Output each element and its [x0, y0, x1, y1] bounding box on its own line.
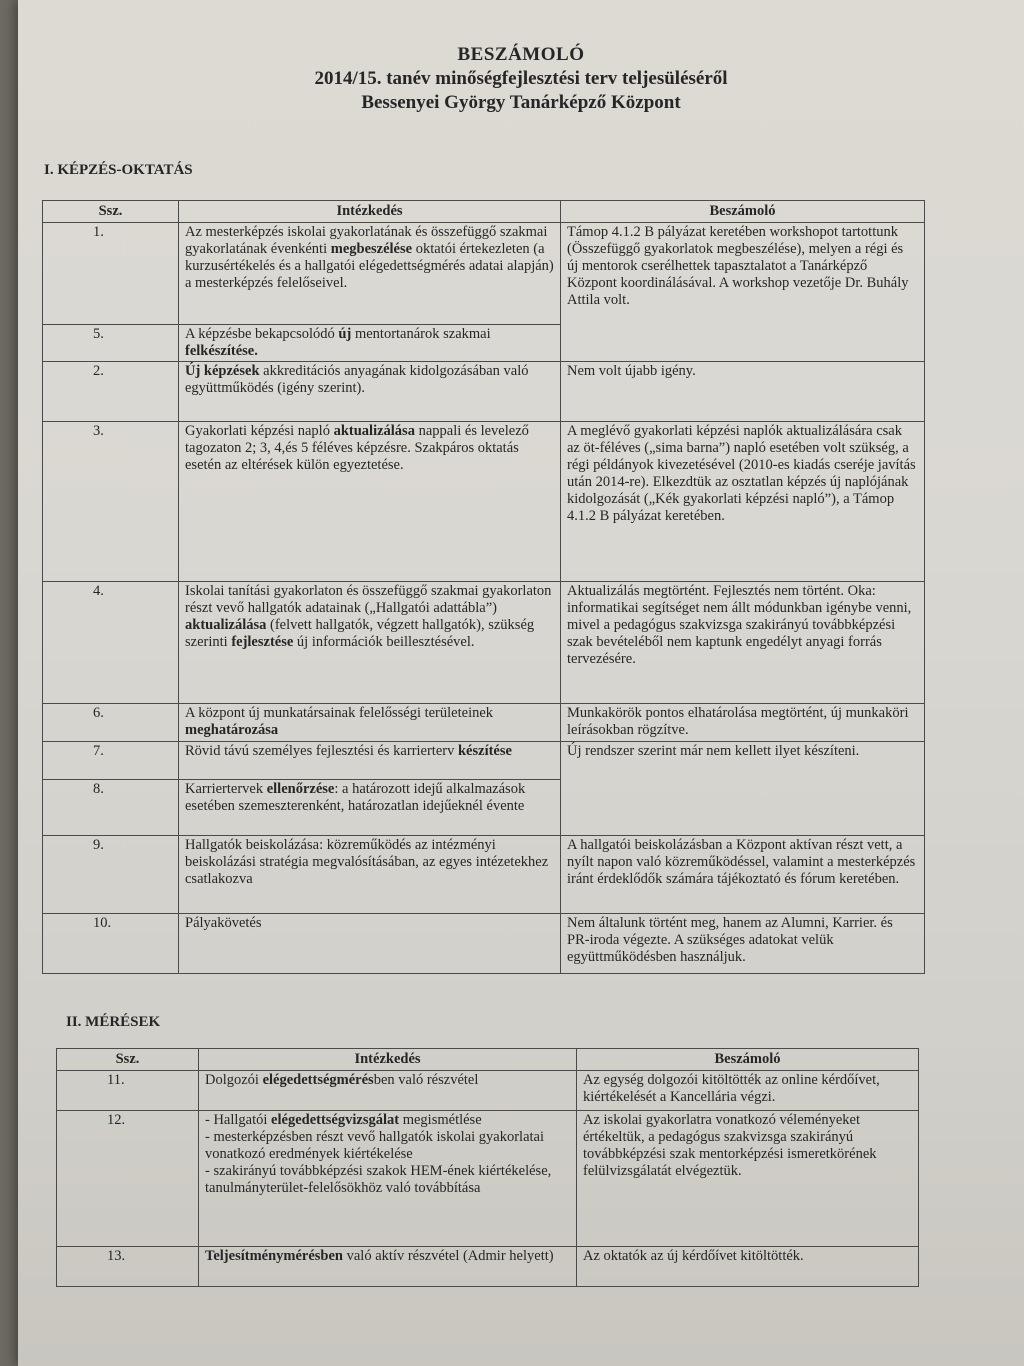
table-row: [43, 742, 925, 780]
row-number: 7.: [43, 742, 179, 780]
row-number: 9.: [43, 836, 179, 914]
measurements-table: [56, 1048, 919, 1287]
report-cell: Az oktatók az új kérdőívet kitöltötték.: [577, 1247, 919, 1287]
column-header-measure: Intézkedés: [199, 1049, 577, 1071]
row-number: 4.: [43, 582, 179, 704]
training-table: [42, 200, 925, 974]
table-header-row: [43, 201, 925, 223]
row-number: 2.: [43, 362, 179, 422]
report-cell: Támop 4.1.2 B pályázat keretében workshopot tartottunk (Összefüggő gyakorlatok megbeszélése), melyen a régi és új mentorok cserélhettek tapasztalatot a Tanárképző Központ koordinálásával. A workshop vezetője Dr. Buhály Attila volt.: [561, 223, 925, 362]
table-row: [43, 362, 925, 422]
report-cell: Munkakörök pontos elhatárolása megtörtént, új munkaköri leírásokban rögzítve.: [561, 704, 925, 742]
row-number: 12.: [57, 1111, 199, 1247]
document-title: BESZÁMOLÓ: [457, 44, 585, 65]
table-row: [43, 223, 925, 325]
report-cell: A hallgatói beiskolázásban a Központ aktívan részt vett, a nyílt napon való közreműködéssel, valamint a mesterképzés iránt érdeklődők számára tájékoztató és fórum keretében.: [561, 836, 925, 914]
measure-cell: Iskolai tanítási gyakorlaton és összefüggő szakmai gyakorlaton részt vevő hallgatók adatainak („Hallgatói adattábla”) aktualizálása (felvett hallgatók, végzett hallgatók), szükség szerinti fejlesztése új információk beillesztésével.: [179, 582, 561, 704]
measure-cell: A központ új munkatársainak felelősségi területeinek meghatározása: [179, 704, 561, 742]
row-number: 5.: [43, 325, 179, 362]
row-number: 10.: [43, 914, 179, 974]
section-heading-measurements: II. MÉRÉSEK: [66, 1014, 161, 1030]
section-heading-training: I. KÉPZÉS-OKTATÁS: [44, 162, 193, 178]
report-cell: Aktualizálás megtörtént. Fejlesztés nem történt. Oka: informatikai segítséget nem állt módunkban igénybe venni, mivel a pedagógus szakvizsga szakirányú továbbképzési szak bevételéből nem kaptunk engedélyt anyagi forrás tervezésére.: [561, 582, 925, 704]
measure-cell: Gyakorlati képzési napló aktualizálása nappali és levelező tagozaton 2; 3, 4,és 5 féléves képzésre. Szakpáros oktatás esetén az eltérések külön egyeztetése.: [179, 422, 561, 582]
report-cell: Nem általunk történt meg, hanem az Alumni, Karrier. és PR-iroda végezte. A szükséges adatokat velük együttműködésben használjuk.: [561, 914, 925, 974]
measure-cell: Hallgatók beiskolázása: közreműködés az intézményi beiskolázási stratégia megvalósításában, az egyes intézetekhez csatlakozva: [179, 836, 561, 914]
document-page: [18, 0, 1024, 1366]
report-cell: Új rendszer szerint már nem kellett ilyet készíteni.: [561, 742, 925, 836]
table-row: [43, 914, 925, 974]
measure-cell: Rövid távú személyes fejlesztési és karrierterv készítése: [179, 742, 561, 780]
table-row: [57, 1111, 919, 1247]
table-row: [57, 1071, 919, 1111]
column-header-number: Ssz.: [57, 1049, 199, 1071]
row-number: 6.: [43, 704, 179, 742]
report-cell: A meglévő gyakorlati képzési naplók aktualizálására csak az öt-féléves („sima barna”) napló esetében volt szükség, a régi példányok kivezetésével (2010-es kiadás cseréje javítás után 2014-re). Elkezdtük az osztatlan képzés új naplójának kidolgozását („Kék gyakorlati képzési napló”), a Támop 4.1.2 B pályázat keretében.: [561, 422, 925, 582]
measure-cell: Az mesterképzés iskolai gyakorlatának és összefüggő szakmai gyakorlatának évenkénti megbeszélése oktatói értekezleten (a kurzusértékelés és a hallgatói elégedettségmérés adatai alapján) a mesterképzés felelőseivel.: [179, 223, 561, 325]
table-row: [43, 422, 925, 582]
table-row: [43, 704, 925, 742]
column-header-number: Ssz.: [43, 201, 179, 223]
row-number: 13.: [57, 1247, 199, 1287]
report-cell: Nem volt újabb igény.: [561, 362, 925, 422]
row-number: 3.: [43, 422, 179, 582]
row-number: 8.: [43, 780, 179, 836]
measure-cell: Dolgozói elégedettségmérésben való részvétel: [199, 1071, 577, 1111]
column-header-measure: Intézkedés: [179, 201, 561, 223]
measure-cell: Karriertervek ellenőrzése: a határozott idejű alkalmazások esetében szemeszterenként, határozatlan idejűeknél évente: [179, 780, 561, 836]
measure-cell: Új képzések akkreditációs anyagának kidolgozásában való együttműködés (igény szerint).: [179, 362, 561, 422]
table-row: [43, 836, 925, 914]
table-row: [57, 1247, 919, 1287]
table-row: [43, 582, 925, 704]
measure-cell: Teljesítménymérésben való aktív részvétel (Admir helyett): [199, 1247, 577, 1287]
institution-name: Bessenyei György Tanárképző Központ: [361, 92, 681, 113]
document-subtitle: 2014/15. tanév minőségfejlesztési terv teljesüléséről: [314, 68, 728, 89]
table-header-row: [57, 1049, 919, 1071]
report-cell: Az egység dolgozói kitöltötték az online kérdőívet, kiértékelését a Kancellária végzi.: [577, 1071, 919, 1111]
report-cell: Az iskolai gyakorlatra vonatkozó véleményeket értékeltük, a pedagógus szakvizsga szakirányú továbbképzési szak mentorképzési ismeretkörének felülvizsgálatát elvégeztük.: [577, 1111, 919, 1247]
column-header-report: Beszámoló: [561, 201, 925, 223]
row-number: 11.: [57, 1071, 199, 1111]
measure-cell: Pályakövetés: [179, 914, 561, 974]
measure-cell: A képzésbe bekapcsolódó új mentortanárok szakmai felkészítése.: [179, 325, 561, 362]
row-number: 1.: [43, 223, 179, 325]
column-header-report: Beszámoló: [577, 1049, 919, 1071]
measure-cell: - Hallgatói elégedettségvizsgálat megismétlése - mesterképzésben részt vevő hallgatók iskolai gyakorlatai vonatkozó eredmények kiértékelése - szakirányú továbbképzési szakok HEM-ének kiértékelése, tanulmányterület-felelősökhöz való továbbítása: [199, 1111, 577, 1247]
